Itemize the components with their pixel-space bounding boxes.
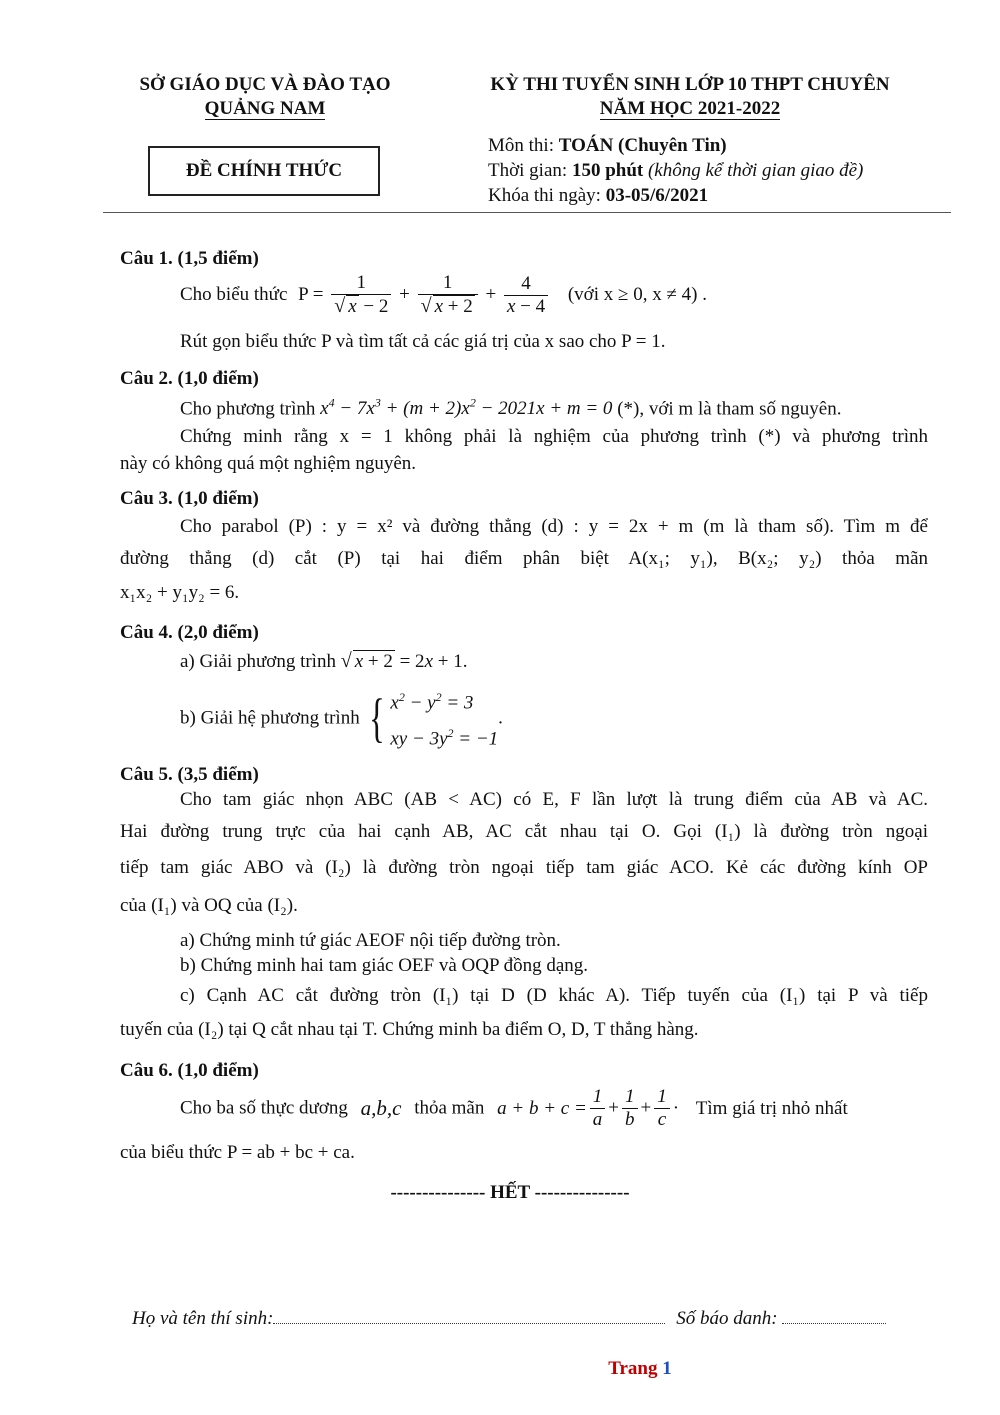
q5-part-a: a) Chứng minh tứ giác AEOF nội tiếp đường tròn. bbox=[180, 930, 561, 951]
q2-equation: $x^4 - 7x^3 + (m + 2)x^2 - 2021x + m = 0$ bbox=[320, 396, 613, 420]
date-line bbox=[488, 183, 708, 209]
q6-condition-lhs: a + b + c = bbox=[497, 1097, 587, 1119]
candidate-name-line bbox=[132, 1308, 886, 1330]
page-indicator bbox=[560, 1358, 720, 1380]
q2-star: (*) bbox=[617, 398, 640, 420]
candidate-id-dots bbox=[782, 1323, 886, 1324]
q3-line3: x₁x₂ + y₁y₂ = 6. bbox=[120, 582, 240, 603]
time-note: (không kể thời gian giao đề) bbox=[643, 160, 864, 181]
time-label: Thời gian: bbox=[488, 160, 572, 181]
q6-prefix: Cho ba số thực dương bbox=[180, 1097, 348, 1119]
q4-part-a: a) Giải phương trình √ x + 2 = 2x + 1. bbox=[180, 650, 468, 672]
q4-title: Câu 4. (2,0 điểm) bbox=[120, 622, 259, 643]
q2-line2: Chứng minh rằng x = 1 không phải là nghiệm của phương trình (*) và phương trình bbox=[180, 426, 928, 447]
q6-line1: Cho ba số thực dương a,b,c thỏa mãn a + b + c = $\frac{1}{a}$ + $\frac{1}{b}$ + $\frac{1}{c}$ · Tìm giá trị nhỏ nhất bbox=[180, 1086, 848, 1130]
q5-part-b: b) Chứng minh hai tam giác OEF và OQP đồng dạng. bbox=[180, 955, 589, 976]
subject-label: Môn thi: bbox=[488, 135, 559, 156]
q1-fraction-3: $\frac{4}{x - 4}$ bbox=[504, 273, 548, 318]
department-name: SỞ GIÁO DỤC VÀ ĐÀO TẠO bbox=[139, 74, 391, 95]
q5-part-c1: c) Cạnh AC cắt đường tròn (I₁) tại D (D khác A). Tiếp tuyến của (I₁) tại P và tiếp bbox=[180, 985, 928, 1006]
exam-title: KỲ THI TUYỂN SINH LỚP 10 THPT CHUYÊN bbox=[490, 74, 890, 95]
q3-line1: Cho parabol (P) : y = x² và đường thẳng (d) : y = 2x + m (m là tham số). Tìm m để bbox=[180, 516, 928, 537]
date-label: Khóa thi ngày: bbox=[488, 185, 606, 206]
q5-line2: Hai đường trung trực của hai cạnh AB, AC cắt nhau tại O. Gọi (I₁) là đường tròn ngoại bbox=[120, 821, 928, 842]
q4-part-b-label: b) Giải hệ phương trình bbox=[180, 707, 360, 729]
q4-part-a-label: a) Giải phương trình bbox=[180, 651, 336, 672]
q3-title: Câu 3. (1,0 điểm) bbox=[120, 488, 259, 509]
official-exam-label: ĐỀ CHÍNH THỨC bbox=[185, 160, 343, 181]
q5-part-c2: tuyến của (I₂) tại Q cắt nhau tại T. Chứng minh ba điểm O, D, T thẳng hàng. bbox=[120, 1019, 699, 1040]
q2-suffix: , với m là tham số nguyên. bbox=[639, 398, 842, 420]
q6-frac-c: $\frac{1}{c}$ bbox=[654, 1086, 670, 1131]
candidate-id-label: Số báo danh: bbox=[676, 1308, 778, 1329]
q1-fraction-2: $\frac{1}{√ x + 2}$ bbox=[418, 272, 478, 318]
q3-line2: đường thẳng (d) cắt (P) tại hai điểm phân biệt A(x₁; y₁), B(x₂; y₂) thỏa mãn bbox=[120, 548, 928, 569]
q6-frac-b: $\frac{1}{b}$ bbox=[622, 1086, 638, 1131]
official-exam-box bbox=[148, 146, 380, 196]
q1-formula-p: P = bbox=[298, 284, 324, 305]
q2-prefix: Cho phương trình bbox=[180, 398, 316, 420]
q6-variables: a,b,c bbox=[360, 1096, 402, 1120]
q1-prefix: Cho biểu thức bbox=[180, 284, 288, 305]
candidate-name-dots bbox=[273, 1323, 665, 1324]
q6-mid: thỏa mãn bbox=[414, 1097, 485, 1119]
q1-expression-line: Cho biểu thức P = $\frac{1}{√ x - 2}$ + $\frac{1}{√ x + 2}$ + $\frac{4}{x - 4}$ (với x ≥ 0, x ≠ 4) . bbox=[180, 272, 707, 317]
q1-fraction-1: $\frac{1}{√ x - 2}$ bbox=[331, 272, 391, 318]
time-line bbox=[488, 158, 863, 184]
q5-line1: Cho tam giác nhọn ABC (AB < AC) có E, F lần lượt là trung điểm của AB và AC. bbox=[180, 789, 928, 810]
q5-title: Câu 5. (3,5 điểm) bbox=[120, 764, 259, 785]
end-marker: --------------- HẾT --------------- bbox=[390, 1182, 630, 1203]
q2-line3: này có không quá một nghiệm nguyên. bbox=[120, 453, 417, 474]
subject-line bbox=[488, 133, 727, 159]
candidate-name-label: Họ và tên thí sinh: bbox=[132, 1308, 274, 1329]
province-name-text: QUẢNG NAM bbox=[204, 98, 326, 119]
time-value: 150 phút bbox=[571, 160, 644, 181]
header-divider bbox=[103, 212, 951, 213]
page-word: Trang bbox=[608, 1358, 658, 1379]
province-name bbox=[110, 98, 420, 120]
q1-condition: (với x ≥ 0, x ≠ 4) . bbox=[567, 284, 707, 305]
date-value: 03-05/6/2021 bbox=[605, 185, 709, 206]
subject-value: TOÁN (Chuyên Tin) bbox=[558, 135, 727, 156]
system-brace: { bbox=[369, 688, 386, 749]
q1-title: Câu 1. (1,5 điểm) bbox=[120, 248, 259, 269]
q6-suffix: Tìm giá trị nhỏ nhất bbox=[695, 1097, 848, 1119]
q5-line4: của (I₁) và OQ của (I₂). bbox=[120, 895, 298, 916]
q5-line3: tiếp tam giác ABO và (I₂) là đường tròn ngoại tiếp tam giác ACO. Kẻ các đường kính OP bbox=[120, 857, 928, 878]
q6-frac-a: $\frac{1}{a}$ bbox=[590, 1086, 606, 1131]
q4-system: $x^2 - y^2 = 3$ xy − $3y^2 = -1$ bbox=[390, 690, 499, 750]
q1-line2: Rút gọn biểu thức P và tìm tất cả các giá trị của x sao cho P = 1. bbox=[180, 331, 666, 352]
page-number: 1 bbox=[662, 1358, 672, 1379]
school-year bbox=[440, 98, 940, 120]
q4-part-b: b) Giải hệ phương trình { $x^2 - y^2 = 3$ xy − $3y^2 = -1$. bbox=[180, 682, 503, 746]
q2-line1 bbox=[180, 396, 841, 420]
school-year-text: NĂM HỌC 2021-2022 bbox=[599, 98, 781, 119]
q6-title: Câu 6. (1,0 điểm) bbox=[120, 1060, 259, 1081]
q6-line2: của biểu thức P = ab + bc + ca. bbox=[120, 1142, 355, 1163]
q2-title: Câu 2. (1,0 điểm) bbox=[120, 368, 259, 389]
